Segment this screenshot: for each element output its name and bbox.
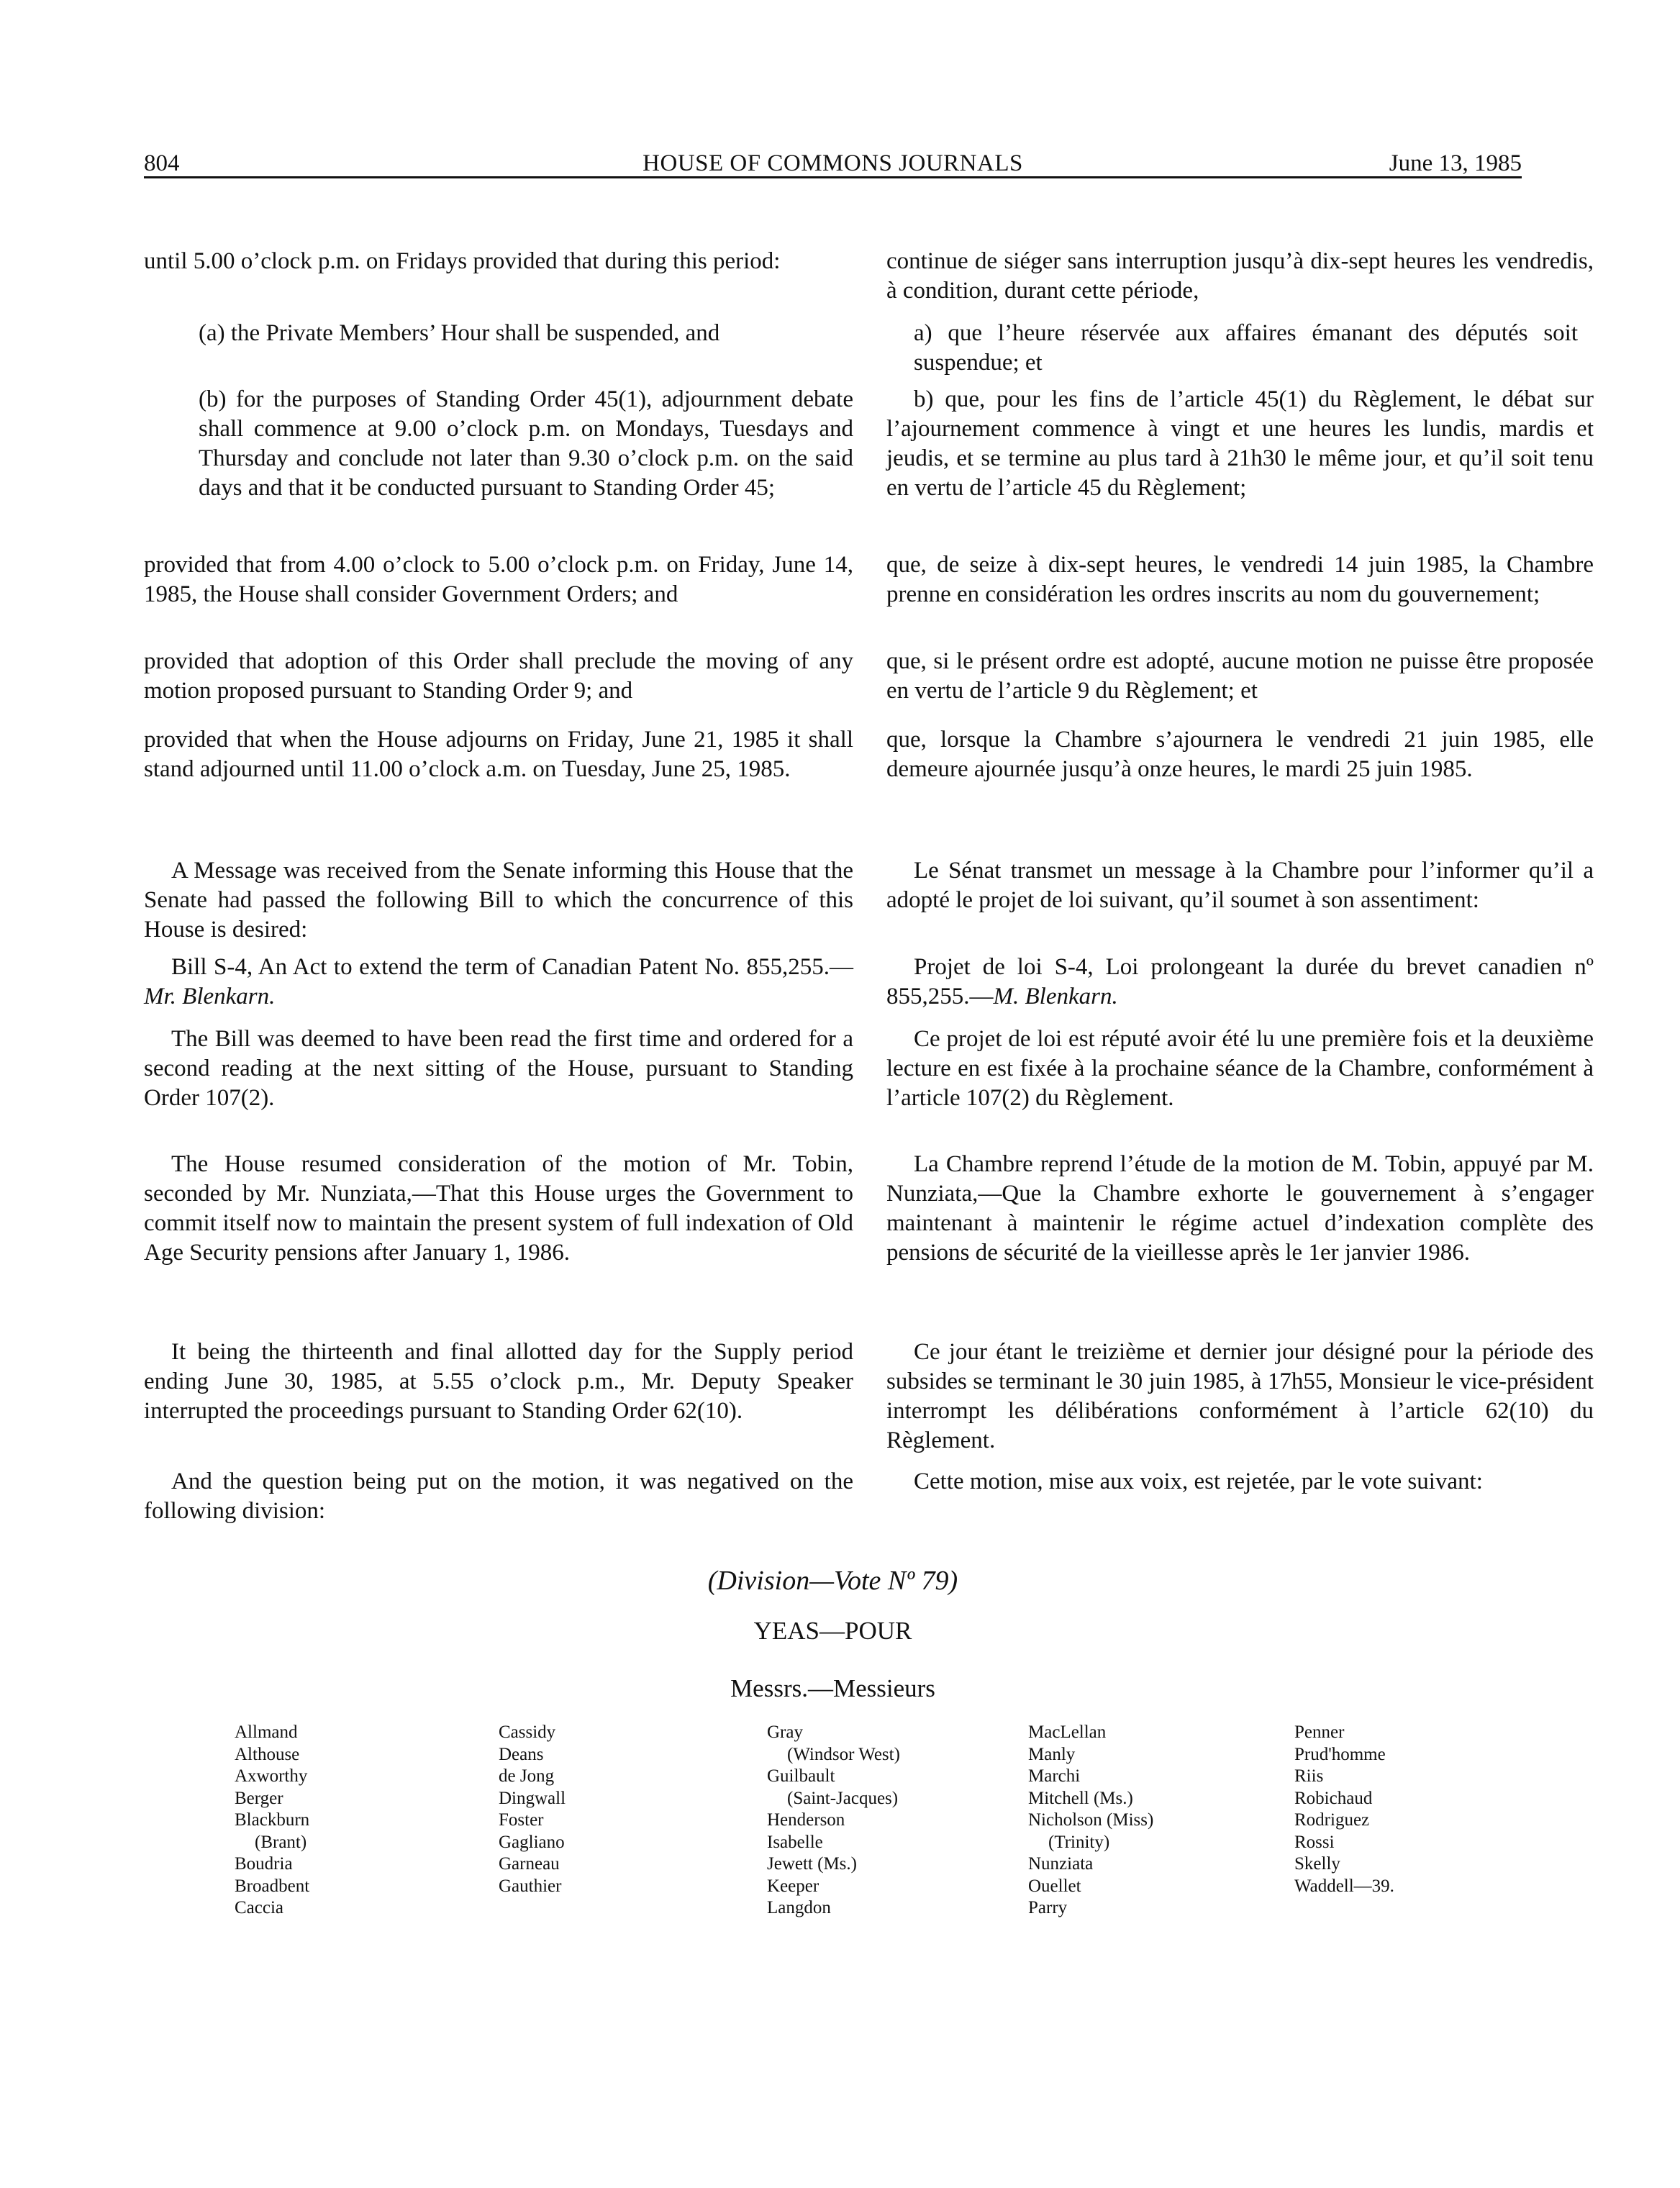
fr-paragraph-4: que, de seize à dix-sept heures, le vendredi 14 juin 1985, la Chambre prenne en considération les ordres inscrits au nom du gouvernement; bbox=[886, 552, 1594, 607]
fr-paragraph-1: continue de siéger sans interruption jusqu’à dix-sept heures les vendredis, à condition, durant cette période, bbox=[886, 248, 1594, 304]
member-name: Jewett (Ms.) bbox=[767, 1854, 857, 1874]
fr-paragraph-11: Ce jour étant le treizième et dernier jour désigné pour la période des subsides se terminant le 30 juin 1985, à 17h55, Monsieur le vice-président interrompt les délibérations conformément à l’article 62(10) du Règlement. bbox=[886, 1339, 1594, 1453]
member-name: Axworthy bbox=[235, 1766, 308, 1786]
member-name: Isabelle bbox=[767, 1832, 823, 1852]
names-column-5 bbox=[1294, 1722, 1394, 1897]
member-name: Gagliano bbox=[499, 1832, 565, 1852]
member-name: Ouellet bbox=[1028, 1876, 1081, 1896]
fr-paragraph-9: Ce projet de loi est réputé avoir été lu une première fois et la deuxième lecture en est fixée à la prochaine séance de la Chambre, conformément à l’article 107(2) du Règlement. bbox=[886, 1026, 1594, 1111]
member-name: Boudria bbox=[235, 1854, 293, 1874]
names-column-3 bbox=[767, 1722, 900, 1920]
member-name: Mitchell (Ms.) bbox=[1028, 1788, 1133, 1808]
fr-paragraph-7: Le Sénat transmet un message à la Chambre pour l’informer qu’il a adopté le projet de loi suivant, qu’il soumet à son assentiment: bbox=[886, 858, 1594, 913]
member-name: Garneau bbox=[499, 1854, 560, 1874]
en-paragraph-9: The Bill was deemed to have been read the first time and ordered for a second reading at the next sitting of the House, pursuant to Standing Order 107(2). bbox=[144, 1026, 853, 1111]
member-name: MacLellan bbox=[1028, 1722, 1107, 1742]
fr-paragraph-6: que, lorsque la Chambre s’ajournera le vendredi 21 juin 1985, elle demeure ajournée jusqu’à onze heures, le mardi 25 juin 1985. bbox=[886, 727, 1594, 782]
page-header bbox=[144, 140, 1522, 178]
member-name: Nunziata bbox=[1028, 1854, 1094, 1874]
page-date: June 13, 1985 bbox=[1389, 150, 1522, 176]
en-paragraph-3: (b) for the purposes of Standing Order 45(1), adjournment debate shall commence at 9.00 o’clock p.m. on Mondays, Tuesdays and Thursday and conclude not later than 9.30 o’clock p.m. on the said days and that it be conducted pursuant to Standing Order 45; bbox=[199, 386, 853, 501]
en-paragraph-5: provided that adoption of this Order shall preclude the moving of any motion proposed pursuant to Standing Order 9; and bbox=[144, 648, 853, 704]
member-name: Rodriguez bbox=[1294, 1810, 1370, 1830]
member-riding: (Saint-Jacques) bbox=[787, 1788, 899, 1808]
member-name: Nicholson (Miss) bbox=[1028, 1810, 1154, 1830]
member-name: Berger bbox=[235, 1788, 283, 1808]
messrs-heading: Messrs.—Messieurs bbox=[730, 1674, 935, 1702]
names-column-2 bbox=[499, 1722, 566, 1897]
member-name: Riis bbox=[1294, 1766, 1324, 1786]
member-name: Langdon bbox=[767, 1898, 831, 1917]
member-riding: (Brant) bbox=[255, 1832, 307, 1852]
en-paragraph-2: (a) the Private Members’ Hour shall be suspended, and bbox=[199, 320, 720, 346]
fr-paragraph-3: b) que, pour les fins de l’article 45(1) du Règlement, le débat sur l’ajournement commence à vingt et une heures les lundis, mardis et jeudis, et se termine au plus tard à 21h30 le même jour, et qu’il soit tenu en vertu de l’article 45 du Règlement; bbox=[886, 386, 1594, 501]
member-name: Foster bbox=[499, 1810, 544, 1830]
en-paragraph-8 bbox=[144, 953, 853, 1012]
fr-paragraph-12: Cette motion, mise aux voix, est rejetée, par le vote suivant: bbox=[914, 1468, 1483, 1494]
fr-paragraph-10: La Chambre reprend l’étude de la motion de M. Tobin, appuyé par M. Nunziata,—Que la Chambre exhorte le gouvernement à s’engager maintenant à maintenir le régime actuel d’indexation complète des pensions de sécurité de la vieillesse après le 1er janvier 1986. bbox=[886, 1151, 1594, 1266]
fr-bill-text: Projet de loi S-4, Loi prolongeant la durée du brevet canadien nº 855,255.— bbox=[886, 954, 1594, 1009]
en-paragraph-12: And the question being put on the motion, it was negatived on the following division: bbox=[144, 1468, 853, 1524]
fr-paragraph-2: a) que l’heure réservée aux affaires émanant des députés soit suspendue; et bbox=[914, 320, 1578, 376]
member-name: Althouse bbox=[235, 1744, 300, 1764]
member-name: Robichaud bbox=[1294, 1788, 1373, 1808]
member-name: Allmand bbox=[235, 1722, 298, 1742]
fr-paragraph-8 bbox=[886, 953, 1594, 1012]
member-name: Deans bbox=[499, 1744, 544, 1764]
division-title: (Division—Vote Nº 79) bbox=[707, 1566, 958, 1596]
en-paragraph-7: A Message was received from the Senate informing this House that the Senate had passed the following Bill to which the concurrence of this House is desired: bbox=[144, 858, 853, 943]
en-paragraph-4: provided that from 4.00 o’clock to 5.00 o’clock p.m. on Friday, June 14, 1985, the House shall consider Government Orders; and bbox=[144, 552, 853, 607]
member-name: Keeper bbox=[767, 1876, 819, 1896]
member-name: Prud'homme bbox=[1294, 1744, 1386, 1764]
fr-paragraph-5: que, si le présent ordre est adopté, aucune motion ne puisse être proposée en vertu de l’article 9 du Règlement; et bbox=[886, 648, 1594, 704]
member-name: Gauthier bbox=[499, 1876, 562, 1896]
member-name: Henderson bbox=[767, 1810, 845, 1830]
fr-sponsor-name: M. Blenkarn. bbox=[993, 984, 1118, 1009]
member-name: Skelly bbox=[1294, 1854, 1340, 1874]
member-riding: (Trinity) bbox=[1048, 1832, 1110, 1852]
member-name: Dingwall bbox=[499, 1788, 566, 1808]
member-name: Waddell—39. bbox=[1294, 1876, 1394, 1896]
en-paragraph-10: The House resumed consideration of the motion of Mr. Tobin, seconded by Mr. Nunziata,—That this House urges the Government to commit itself now to maintain the present system of full indexation of Old Age Security pensions after January 1, 1986. bbox=[144, 1151, 853, 1266]
en-bill-text: Bill S-4, An Act to extend the term of Canadian Patent No. 855,255.— bbox=[171, 954, 853, 980]
en-paragraph-11: It being the thirteenth and final allotted day for the Supply period ending June 30, 1985, at 5.55 o’clock p.m., Mr. Deputy Speaker interrupted the proceedings pursuant to Standing Order 62(10). bbox=[144, 1339, 853, 1424]
member-name: Parry bbox=[1028, 1898, 1068, 1917]
member-name: Manly bbox=[1028, 1744, 1076, 1764]
member-name: Penner bbox=[1294, 1722, 1345, 1742]
member-name: de Jong bbox=[499, 1766, 555, 1786]
member-name: Rossi bbox=[1294, 1832, 1335, 1852]
en-sponsor-name: Mr. Blenkarn. bbox=[144, 984, 276, 1009]
names-column-1 bbox=[235, 1722, 309, 1920]
member-name: Marchi bbox=[1028, 1766, 1081, 1786]
member-name: Gray bbox=[767, 1722, 803, 1742]
journal-title: HOUSE OF COMMONS JOURNALS bbox=[643, 150, 1023, 176]
names-column-4 bbox=[1028, 1722, 1153, 1920]
en-paragraph-6: provided that when the House adjourns on Friday, June 21, 1985 it shall stand adjourned until 11.00 o’clock a.m. on Tuesday, June 25, 1985. bbox=[144, 727, 853, 782]
member-riding: (Windsor West) bbox=[787, 1744, 900, 1764]
member-name: Guilbault bbox=[767, 1766, 835, 1786]
member-name: Caccia bbox=[235, 1898, 284, 1917]
page-number: 804 bbox=[144, 150, 180, 176]
yeas-heading: YEAS—POUR bbox=[753, 1617, 912, 1645]
member-name: Broadbent bbox=[235, 1876, 310, 1896]
en-paragraph-1: until 5.00 o’clock p.m. on Fridays provided that during this period: bbox=[144, 248, 781, 274]
member-name: Blackburn bbox=[235, 1810, 310, 1830]
member-name: Cassidy bbox=[499, 1722, 556, 1742]
